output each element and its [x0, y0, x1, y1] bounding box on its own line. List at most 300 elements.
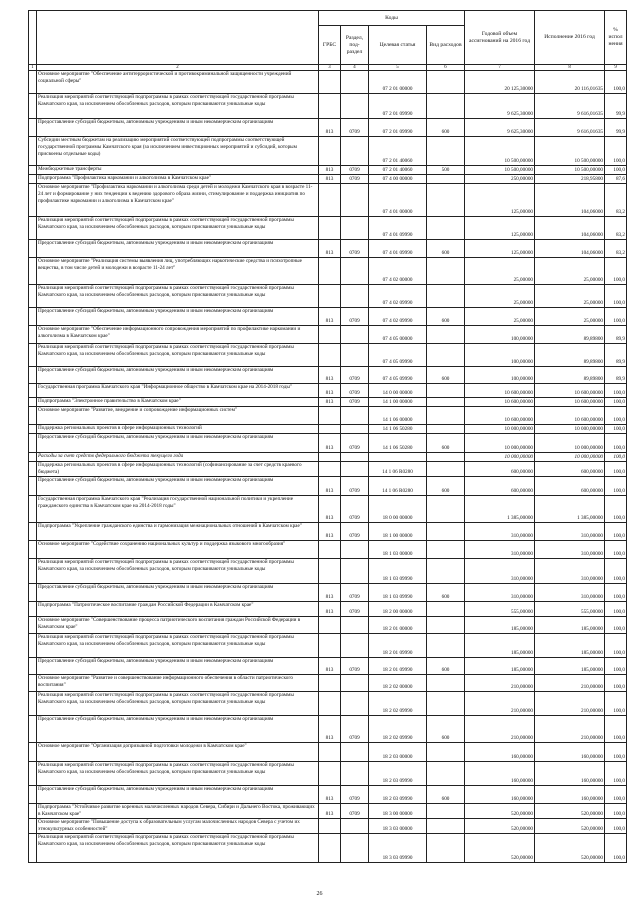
row-grbs-cell — [319, 94, 341, 119]
row-razdel-cell — [341, 617, 369, 634]
row-percent-cell: 89,9 — [605, 326, 627, 344]
row-percent-cell: 89,9 — [605, 367, 627, 384]
row-grbs-cell: 813 — [319, 367, 341, 384]
row-target-article-cell: 07 4 01 09990 — [369, 217, 427, 240]
row-execution-cell: 10 600,00000 — [535, 384, 605, 398]
row-volume-cell: 9 625,30000 — [465, 119, 535, 137]
row-grbs-cell: 813 — [319, 584, 341, 602]
row-percent-cell: 83,2 — [605, 184, 627, 217]
row-razdel-cell: 0709 — [341, 716, 369, 743]
row-name-cell: Подпрограмма "Электронное правительство в Камчатском крае" — [37, 398, 319, 407]
row-execution-cell: 210,00000 — [535, 692, 605, 716]
row-lead-cell — [29, 398, 37, 407]
row-name-cell: Предоставление субсидий бюджетным, автономным учреждениям и иным некоммерческим организациям — [37, 584, 319, 602]
row-execution-cell: 10 000,00000 — [535, 453, 605, 462]
table-row — [29, 240, 627, 258]
row-target-article-cell: 18 2 01 00000 — [369, 617, 427, 634]
row-name-cell: Основное мероприятие "Обеспечение информационного сопровождения мероприятий по профилактике наркомании и алкоголизма в Камчатском крае" — [37, 326, 319, 344]
row-volume-cell: 10 500,00000 — [465, 166, 535, 175]
row-execution-cell: 10 600,00000 — [535, 407, 605, 425]
row-target-article-cell: 14 1 00 00000 — [369, 398, 427, 407]
table-row — [29, 716, 627, 743]
row-percent-cell: 100,0 — [605, 762, 627, 786]
header-col-number: 9 — [605, 65, 627, 71]
row-name-cell: Предоставление субсидий бюджетным, автономным учреждениям и иным некоммерческим организациям — [37, 434, 319, 453]
row-execution-cell: 520,00000 — [535, 804, 605, 819]
row-grbs-cell: 813 — [319, 308, 341, 326]
table-row — [29, 602, 627, 617]
row-percent-cell: 100,0 — [605, 434, 627, 453]
row-volume-cell: 10 000,00000 — [465, 453, 535, 462]
row-lead-cell — [29, 425, 37, 434]
row-grbs-cell — [319, 71, 341, 94]
row-grbs-cell: 813 — [319, 119, 341, 137]
row-name-cell: Подпрограмма "Профилактика наркомании и алкоголизма в Камчатском крае" — [37, 175, 319, 184]
row-lead-cell — [29, 743, 37, 762]
row-name-cell: Реализация мероприятий соответствующей подпрограммы в рамках соответствующей государственной программы Камчатского края, за исключением обособленных расходов, которым присваиваются уникальные коды — [37, 834, 319, 863]
row-razdel-cell — [341, 217, 369, 240]
row-execution-cell: 20 116,01635 — [535, 71, 605, 94]
row-name-cell: Основное мероприятие "Развитие и совершенствование информационного обеспечения в области патриотического воспитания" — [37, 675, 319, 692]
row-lead-cell — [29, 634, 37, 658]
row-volume-cell: 25,00000 — [465, 285, 535, 308]
row-target-article-cell: 14 1 06 50280 — [369, 434, 427, 453]
row-execution-cell: 160,00000 — [535, 762, 605, 786]
table-row — [29, 634, 627, 658]
row-volume-cell: 1 385,00000 — [465, 496, 535, 523]
table-row — [29, 184, 627, 217]
row-target-article-cell: 18 2 03 09990 — [369, 786, 427, 804]
row-percent-cell: 100,0 — [605, 496, 627, 523]
table-row — [29, 398, 627, 407]
row-percent-cell: 100,0 — [605, 834, 627, 863]
header-expense-type: Вид расходов — [427, 26, 465, 65]
row-name-cell: Основное мероприятие "Реализация системы выявления лиц, употребляющих наркотические средства и психотропные вещества, в том числе детей и молодежи в возрасте 11-24 лет" — [37, 258, 319, 285]
row-razdel-cell — [341, 94, 369, 119]
row-grbs-cell — [319, 184, 341, 217]
row-expense-type-cell: 600 — [427, 434, 465, 453]
row-lead-cell — [29, 496, 37, 523]
table-row — [29, 344, 627, 367]
row-expense-type-cell — [427, 762, 465, 786]
row-volume-cell: 100,00000 — [465, 344, 535, 367]
row-volume-cell: 600,00000 — [465, 477, 535, 496]
table-row — [29, 743, 627, 762]
row-lead-cell — [29, 658, 37, 675]
row-expense-type-cell — [427, 407, 465, 425]
row-volume-cell: 185,00000 — [465, 658, 535, 675]
row-name-cell: Реализация мероприятий соответствующей подпрограммы в рамках соответствующей государственной программы Камчатского края, за исключением обособленных расходов, которым присваиваются уникальные коды — [37, 285, 319, 308]
row-razdel-cell — [341, 762, 369, 786]
row-grbs-cell: 813 — [319, 434, 341, 453]
row-grbs-cell: 813 — [319, 804, 341, 819]
row-execution-cell: 25,00000 — [535, 285, 605, 308]
row-razdel-cell: 0709 — [341, 240, 369, 258]
row-expense-type-cell — [427, 175, 465, 184]
row-razdel-cell: 0709 — [341, 175, 369, 184]
row-grbs-cell: 813 — [319, 786, 341, 804]
row-grbs-cell — [319, 462, 341, 477]
row-target-article-cell: 07 4 02 00000 — [369, 258, 427, 285]
row-razdel-cell — [341, 326, 369, 344]
row-grbs-cell — [319, 743, 341, 762]
row-name-cell: Реализация мероприятий соответствующей подпрограммы в рамках соответствующей государственной программы Камчатского края, за исключением обособленных расходов, которым присваиваются уникальные коды — [37, 692, 319, 716]
row-execution-cell: 520,00000 — [535, 834, 605, 863]
row-target-article-cell: 14 1 06 R0280 — [369, 477, 427, 496]
row-expense-type-cell — [427, 184, 465, 217]
row-execution-cell: 10 600,00000 — [535, 398, 605, 407]
row-expense-type-cell: 600 — [427, 584, 465, 602]
row-grbs-cell — [319, 326, 341, 344]
row-grbs-cell: 813 — [319, 477, 341, 496]
row-execution-cell: 104,06000 — [535, 184, 605, 217]
row-execution-cell: 104,06000 — [535, 240, 605, 258]
row-volume-cell: 160,00000 — [465, 762, 535, 786]
row-lead-cell — [29, 217, 37, 240]
row-execution-cell: 600,00000 — [535, 477, 605, 496]
row-volume-cell: 250,00000 — [465, 175, 535, 184]
row-grbs-cell: 813 — [319, 496, 341, 523]
row-expense-type-cell — [427, 634, 465, 658]
row-percent-cell: 100,0 — [605, 675, 627, 692]
row-percent-cell: 87,6 — [605, 175, 627, 184]
row-execution-cell: 160,00000 — [535, 743, 605, 762]
row-name-cell: Предоставление субсидий бюджетным, автономным учреждениям и иным некоммерческим организациям — [37, 119, 319, 137]
row-expense-type-cell: 600 — [427, 308, 465, 326]
table-row — [29, 541, 627, 559]
row-name-cell: Предоставление субсидий бюджетным, автономным учреждениям и иным некоммерческим организациям — [37, 716, 319, 743]
table-row — [29, 819, 627, 834]
table-row — [29, 407, 627, 425]
page-number: 26 — [316, 891, 323, 897]
row-grbs-cell — [319, 692, 341, 716]
row-lead-cell — [29, 166, 37, 175]
row-volume-cell: 125,00000 — [465, 217, 535, 240]
row-razdel-cell — [341, 137, 369, 166]
row-razdel-cell: 0709 — [341, 434, 369, 453]
row-expense-type-cell: 500 — [427, 166, 465, 175]
row-expense-type-cell: 600 — [427, 658, 465, 675]
header-col-number: 2 — [37, 65, 319, 71]
row-volume-cell: 600,00000 — [465, 462, 535, 477]
row-expense-type-cell: 600 — [427, 716, 465, 743]
row-grbs-cell: 813 — [319, 602, 341, 617]
row-volume-cell: 310,00000 — [465, 584, 535, 602]
row-lead-cell — [29, 716, 37, 743]
row-expense-type-cell — [427, 326, 465, 344]
row-expense-type-cell — [427, 398, 465, 407]
row-grbs-cell — [319, 344, 341, 367]
row-name-cell: Основное мероприятие "Обеспечение антитеррористической и противокриминальной защищенности учреждений социальной сферы" — [37, 71, 319, 94]
row-razdel-cell — [341, 559, 369, 584]
row-percent-cell: 100,0 — [605, 453, 627, 462]
table-row — [29, 523, 627, 541]
row-name-cell: Предоставление субсидий бюджетным, автономным учреждениям и иным некоммерческим организациям — [37, 477, 319, 496]
row-lead-cell — [29, 477, 37, 496]
row-lead-cell — [29, 453, 37, 462]
row-lead-cell — [29, 617, 37, 634]
row-razdel-cell — [341, 453, 369, 462]
row-lead-cell — [29, 240, 37, 258]
row-expense-type-cell: 600 — [427, 477, 465, 496]
row-grbs-cell: 813 — [319, 716, 341, 743]
row-target-article-cell: 07 4 02 09990 — [369, 285, 427, 308]
row-lead-cell — [29, 462, 37, 477]
row-name-cell: Государственная программа Камчатского края "Реализация государственной национальной политики и укрепление гражданского единства в Камчатском крае на 2014-2018 годы" — [37, 496, 319, 523]
row-name-cell: Субсидии местным бюджетам на реализацию мероприятий соответствующей подпрограммы соответствующей государственной программы Камчатского края (за исключением инвестиционных мероприятий и субсидий, которым присвоены отдельные коды) — [37, 137, 319, 166]
row-target-article-cell: 18 2 01 09990 — [369, 634, 427, 658]
row-razdel-cell — [341, 834, 369, 863]
row-volume-cell: 310,00000 — [465, 523, 535, 541]
row-execution-cell: 310,00000 — [535, 523, 605, 541]
row-target-article-cell: 18 2 02 00000 — [369, 675, 427, 692]
table-row — [29, 559, 627, 584]
row-target-article-cell — [369, 453, 427, 462]
row-razdel-cell: 0709 — [341, 584, 369, 602]
row-name-cell: Основное мероприятие "Содействие сохранению национальных культур и поддержка языкового многообразия" — [37, 541, 319, 559]
row-execution-cell: 210,00000 — [535, 716, 605, 743]
row-target-article-cell: 07 4 01 09990 — [369, 240, 427, 258]
row-volume-cell: 10 500,00000 — [465, 137, 535, 166]
row-expense-type-cell — [427, 559, 465, 584]
row-grbs-cell — [319, 217, 341, 240]
row-name-cell: Расходы за счет средств федерального бюджета текущего года — [37, 453, 319, 462]
row-razdel-cell — [341, 71, 369, 94]
table-body — [29, 71, 627, 863]
row-volume-cell: 125,00000 — [465, 184, 535, 217]
row-volume-cell: 310,00000 — [465, 541, 535, 559]
row-execution-cell: 89,89800 — [535, 326, 605, 344]
row-lead-cell — [29, 285, 37, 308]
header-codes-group: Коды — [319, 11, 465, 26]
row-target-article-cell: 07 4 01 00000 — [369, 184, 427, 217]
header-col-number: 1 — [29, 65, 37, 71]
table-row — [29, 453, 627, 462]
row-name-cell: Поддержка региональных проектов в сфере информационных технологий (софинансирование за счет средств краевого бюджета) — [37, 462, 319, 477]
row-percent-cell: 100,0 — [605, 137, 627, 166]
header-name — [37, 11, 319, 65]
row-percent-cell: 100,0 — [605, 819, 627, 834]
row-execution-cell: 25,00000 — [535, 258, 605, 285]
row-execution-cell: 185,00000 — [535, 658, 605, 675]
row-name-cell: Предоставление субсидий бюджетным, автономным учреждениям и иным некоммерческим организациям — [37, 786, 319, 804]
table-row — [29, 119, 627, 137]
row-target-article-cell: 14 1 06 50280 — [369, 425, 427, 434]
row-expense-type-cell — [427, 258, 465, 285]
table-row — [29, 462, 627, 477]
row-expense-type-cell — [427, 384, 465, 398]
row-razdel-cell: 0709 — [341, 602, 369, 617]
row-expense-type-cell — [427, 804, 465, 819]
row-execution-cell: 218,95800 — [535, 175, 605, 184]
row-razdel-cell — [341, 285, 369, 308]
row-razdel-cell — [341, 184, 369, 217]
row-name-cell: Основное мероприятие "Повышение доступа к образовательным услугам малочисленных народов Севера с учетом их этнокультурных особенностей" — [37, 819, 319, 834]
row-percent-cell: 100,0 — [605, 523, 627, 541]
row-volume-cell: 210,00000 — [465, 716, 535, 743]
row-target-article-cell: 18 1 03 09990 — [369, 584, 427, 602]
row-volume-cell: 100,00000 — [465, 367, 535, 384]
row-lead-cell — [29, 137, 37, 166]
row-expense-type-cell — [427, 602, 465, 617]
row-target-article-cell: 07 2 01 09990 — [369, 119, 427, 137]
header-col-number: 6 — [427, 65, 465, 71]
row-target-article-cell: 18 3 00 00000 — [369, 804, 427, 819]
row-razdel-cell — [341, 675, 369, 692]
row-volume-cell: 10 000,00000 — [465, 425, 535, 434]
row-name-cell: Предоставление субсидий бюджетным, автономным учреждениям и иным некоммерческим организациям — [37, 308, 319, 326]
header-volume: Годовой объем ассигнований на 2016 год — [465, 11, 535, 65]
budget-table — [28, 10, 627, 863]
table-row — [29, 166, 627, 175]
row-name-cell: Поддержка региональных проектов в сфере информационных технологий — [37, 425, 319, 434]
row-execution-cell: 310,00000 — [535, 541, 605, 559]
row-expense-type-cell — [427, 344, 465, 367]
row-lead-cell — [29, 523, 37, 541]
row-razdel-cell: 0709 — [341, 166, 369, 175]
row-name-cell: Предоставление субсидий бюджетным, автономным учреждениям и иным некоммерческим организациям — [37, 367, 319, 384]
row-target-article-cell: 18 1 03 09990 — [369, 559, 427, 584]
row-grbs-cell: 813 — [319, 166, 341, 175]
row-target-article-cell: 14 1 06 00000 — [369, 407, 427, 425]
row-volume-cell: 520,00000 — [465, 804, 535, 819]
row-lead-cell — [29, 559, 37, 584]
row-name-cell: Реализация мероприятий соответствующей подпрограммы в рамках соответствующей государственной программы Камчатского края, за исключением обособленных расходов, которым присваиваются уникальные коды — [37, 344, 319, 367]
row-lead-cell — [29, 602, 37, 617]
row-percent-cell: 100,0 — [605, 804, 627, 819]
row-lead-cell — [29, 762, 37, 786]
row-lead-cell — [29, 367, 37, 384]
table-row — [29, 326, 627, 344]
row-target-article-cell: 07 4 05 00000 — [369, 326, 427, 344]
row-target-article-cell: 18 2 03 09990 — [369, 762, 427, 786]
row-target-article-cell: 18 3 03 09990 — [369, 834, 427, 863]
row-execution-cell: 160,00000 — [535, 786, 605, 804]
row-percent-cell: 100,0 — [605, 407, 627, 425]
table-row — [29, 477, 627, 496]
row-name-cell: Подпрограмма "Укрепление гражданского единства и гармонизация межнациональных отношений в Камчатском крае" — [37, 523, 319, 541]
row-grbs-cell — [319, 819, 341, 834]
row-target-article-cell: 07 4 05 09990 — [369, 344, 427, 367]
row-expense-type-cell — [427, 743, 465, 762]
header-col-number: 4 — [341, 65, 369, 71]
row-razdel-cell: 0709 — [341, 367, 369, 384]
table-row — [29, 367, 627, 384]
row-grbs-cell: 813 — [319, 384, 341, 398]
row-grbs-cell — [319, 541, 341, 559]
row-volume-cell: 185,00000 — [465, 617, 535, 634]
row-lead-cell — [29, 175, 37, 184]
row-expense-type-cell — [427, 692, 465, 716]
row-target-article-cell: 07 2 01 40060 — [369, 166, 427, 175]
row-name-cell: Предоставление субсидий бюджетным, автономным учреждениям и иным некоммерческим организациям — [37, 240, 319, 258]
row-grbs-cell: 813 — [319, 658, 341, 675]
row-expense-type-cell — [427, 617, 465, 634]
row-razdel-cell — [341, 344, 369, 367]
row-razdel-cell: 0709 — [341, 308, 369, 326]
row-percent-cell: 100,0 — [605, 398, 627, 407]
row-execution-cell: 9 616,01635 — [535, 94, 605, 119]
row-grbs-cell: 813 — [319, 175, 341, 184]
row-expense-type-cell: 600 — [427, 119, 465, 137]
table-row — [29, 285, 627, 308]
row-name-cell: Предоставление субсидий бюджетным, автономным учреждениям и иным некоммерческим организациям — [37, 658, 319, 675]
row-target-article-cell: 18 1 00 00000 — [369, 523, 427, 541]
table-row — [29, 94, 627, 119]
row-volume-cell: 520,00000 — [465, 834, 535, 863]
row-volume-cell: 9 625,30000 — [465, 94, 535, 119]
table-row — [29, 308, 627, 326]
table-row — [29, 384, 627, 398]
table-row — [29, 584, 627, 602]
row-name-cell: Основное мероприятие "Организация допризывной подготовки молодежи в Камчатском крае" — [37, 743, 319, 762]
row-razdel-cell — [341, 692, 369, 716]
row-grbs-cell — [319, 137, 341, 166]
row-grbs-cell — [319, 762, 341, 786]
row-name-cell: Реализация мероприятий соответствующей подпрограммы в рамках соответствующей государственной программы Камчатского края, за исключением обособленных расходов, которым присваиваются уникальные коды — [37, 762, 319, 786]
row-execution-cell: 210,00000 — [535, 675, 605, 692]
row-name-cell: Основное мероприятие "Профилактика наркомании и алкоголизма среди детей и молодежи Камчатского края в возрасте 11-24 лет и формирование у них тенденции к ведению здорового образа жизни, стимулирование и поддержка инициатив по профилактике наркомании и алкоголизма в Камчатском крае" — [37, 184, 319, 217]
row-volume-cell: 185,00000 — [465, 634, 535, 658]
row-execution-cell: 185,00000 — [535, 617, 605, 634]
row-percent-cell: 100,0 — [605, 384, 627, 398]
row-razdel-cell — [341, 462, 369, 477]
row-percent-cell: 100,0 — [605, 786, 627, 804]
row-lead-cell — [29, 541, 37, 559]
row-percent-cell: 83,2 — [605, 217, 627, 240]
row-grbs-cell: 813 — [319, 398, 341, 407]
header-col-number: 5 — [369, 65, 427, 71]
row-name-cell: Реализация мероприятий соответствующей подпрограммы в рамках соответствующей государственной программы Камчатского края, за исключением обособленных расходов, которым присваиваются уникальные коды — [37, 634, 319, 658]
row-razdel-cell: 0709 — [341, 398, 369, 407]
row-expense-type-cell — [427, 675, 465, 692]
row-target-article-cell: 18 1 03 00000 — [369, 541, 427, 559]
row-expense-type-cell — [427, 285, 465, 308]
row-target-article-cell: 14 0 00 00000 — [369, 384, 427, 398]
table-row — [29, 496, 627, 523]
table-row — [29, 434, 627, 453]
table-row — [29, 658, 627, 675]
row-percent-cell: 100,0 — [605, 462, 627, 477]
row-target-article-cell: 18 0 00 00000 — [369, 496, 427, 523]
row-lead-cell — [29, 71, 37, 94]
row-grbs-cell — [319, 258, 341, 285]
table-row — [29, 675, 627, 692]
row-razdel-cell: 0709 — [341, 119, 369, 137]
row-percent-cell: 99,9 — [605, 119, 627, 137]
row-execution-cell: 555,00000 — [535, 602, 605, 617]
row-expense-type-cell — [427, 496, 465, 523]
row-grbs-cell — [319, 559, 341, 584]
row-target-article-cell: 18 2 03 00000 — [369, 743, 427, 762]
row-expense-type-cell — [427, 71, 465, 94]
header-execution: Исполнение 2016 год — [535, 11, 605, 65]
row-execution-cell: 89,89800 — [535, 367, 605, 384]
row-razdel-cell — [341, 541, 369, 559]
table-row — [29, 217, 627, 240]
row-razdel-cell: 0709 — [341, 477, 369, 496]
row-target-article-cell: 07 2 01 00000 — [369, 71, 427, 94]
row-execution-cell: 10 000,00000 — [535, 434, 605, 453]
row-name-cell: Реализация мероприятий соответствующей подпрограммы в рамках соответствующей государственной программы Камчатского края, за исключением обособленных расходов, которым присваиваются уникальные коды — [37, 559, 319, 584]
row-percent-cell: 89,9 — [605, 344, 627, 367]
row-razdel-cell: 0709 — [341, 523, 369, 541]
row-execution-cell: 185,00000 — [535, 634, 605, 658]
row-execution-cell: 10 500,00000 — [535, 137, 605, 166]
row-volume-cell: 25,00000 — [465, 308, 535, 326]
row-lead-cell — [29, 407, 37, 425]
header-col-number: 8 — [535, 65, 605, 71]
